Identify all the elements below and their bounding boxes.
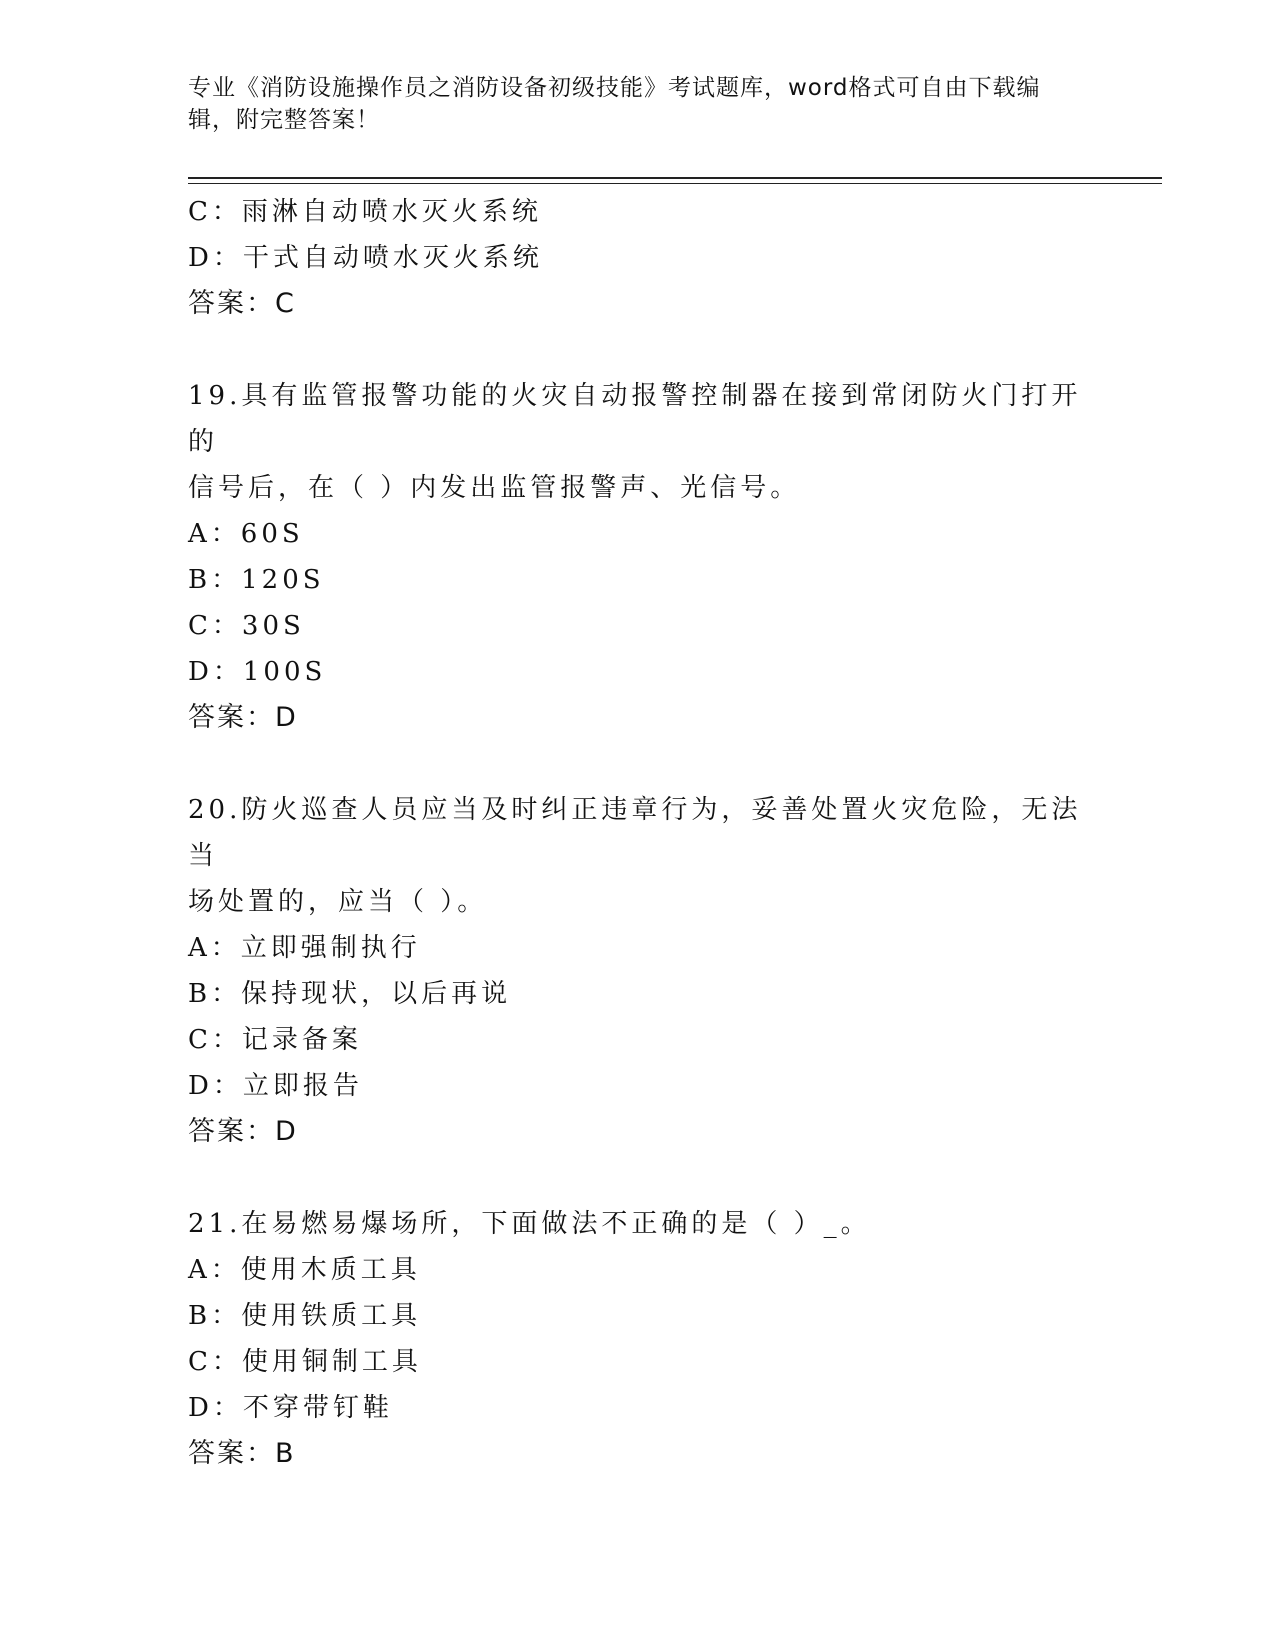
header-divider-thin: [188, 183, 1162, 184]
option-label: C: [188, 197, 212, 227]
option-line: C：雨淋自动喷水灭火系统: [188, 197, 542, 227]
option-line: B：保持现状，以后再说: [188, 979, 512, 1009]
option-line: C：使用铜制工具: [188, 1347, 422, 1377]
carryover-block: [188, 189, 1088, 327]
answer-line: 答案：D: [188, 702, 298, 733]
question-list: [188, 189, 1088, 1477]
option-line: C：记录备案: [188, 1025, 362, 1055]
option-text: 使用木质工具: [240, 1255, 421, 1285]
option-label: B: [188, 1301, 212, 1331]
option-line: D：干式自动喷水灭火系统: [188, 243, 543, 273]
option-label: D: [188, 1393, 213, 1423]
option-line: D：100S: [188, 657, 327, 687]
option-label: D: [188, 243, 213, 273]
question-stem-line1: 20.防火巡查人员应当及时纠正违章行为，妥善处置火灾危险，无法当: [188, 795, 1082, 871]
option-line: A：60S: [188, 519, 304, 549]
option-label: B: [188, 979, 212, 1009]
option-label: A: [188, 1255, 211, 1285]
option-label: A: [188, 933, 211, 963]
question-stem-line2: 场处置的，应当（ ）。: [188, 887, 488, 917]
option-label: C: [188, 611, 212, 641]
option-label: C: [188, 1025, 212, 1055]
option-text: 干式自动喷水灭火系统: [242, 243, 543, 273]
option-line: B：使用铁质工具: [188, 1301, 422, 1331]
option-text: 不穿带钉鞋: [242, 1393, 393, 1423]
option-label: D: [188, 657, 213, 687]
option-text: 使用铁质工具: [241, 1301, 422, 1331]
option-line: C：30S: [188, 611, 305, 641]
option-text: 立即强制执行: [240, 933, 421, 963]
option-text: 60S: [240, 519, 304, 549]
question-stem-line1: 21.在易燃易爆场所，下面做法不正确的是（ ）_。: [188, 1209, 871, 1239]
option-text: 雨淋自动喷水灭火系统: [241, 197, 542, 227]
option-line: D：立即报告: [188, 1071, 363, 1101]
question-19: [188, 373, 1088, 741]
document-header: 专业《消防设施操作员之消防设备初级技能》考试题库，word格式可自由下载编辑，附完整答案！: [188, 75, 1041, 133]
option-label: A: [188, 519, 211, 549]
question-stem-line1: 19.具有监管报警功能的火灾自动报警控制器在接到常闭防火门打开的: [188, 381, 1082, 457]
option-label: B: [188, 565, 212, 595]
option-label: C: [188, 1347, 212, 1377]
question-stem-line2: 信号后，在（ ）内发出监管报警声、光信号。: [188, 473, 801, 503]
answer-line: 答案：B: [188, 1438, 296, 1469]
option-line: A：使用木质工具: [188, 1255, 421, 1285]
option-text: 120S: [241, 565, 325, 595]
option-line: A：立即强制执行: [188, 933, 421, 963]
option-line: D：不穿带钉鞋: [188, 1393, 393, 1423]
answer-line: 答案：D: [188, 1116, 298, 1147]
header-divider-thick: [188, 177, 1162, 179]
option-line: B：120S: [188, 565, 325, 595]
option-text: 记录备案: [241, 1025, 362, 1055]
option-text: 使用铜制工具: [241, 1347, 422, 1377]
option-label: D: [188, 1071, 213, 1101]
option-text: 立即报告: [242, 1071, 363, 1101]
question-21: [188, 1201, 1088, 1477]
question-20: [188, 787, 1088, 1155]
answer-line: 答案：C: [188, 288, 296, 319]
option-text: 保持现状，以后再说: [241, 979, 512, 1009]
option-text: 100S: [242, 657, 327, 687]
option-text: 30S: [241, 611, 305, 641]
